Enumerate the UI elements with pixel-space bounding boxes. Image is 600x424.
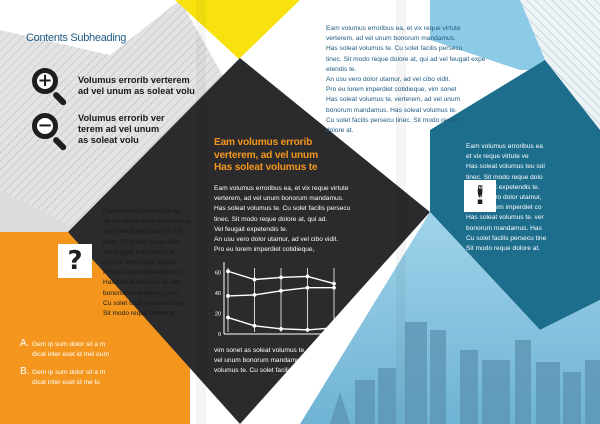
chart-point [306,328,310,332]
feature-text-2: Volumus errorib ver terem ad vel unum as soleat volu [78,113,165,145]
chart-point [253,324,257,328]
chart-y-tick-label: 20 [214,311,221,318]
chart-point [332,326,336,330]
chart-point [332,282,336,286]
chart-y-tick-label: 0 [217,332,221,338]
chart-point [279,276,283,280]
fold-line-left [196,0,206,424]
list-text-b: Gem ip sum dolor sit a m dicat inter eset id me lu [32,369,106,387]
chart-point [279,327,283,331]
list-marker-a: A. [20,338,30,349]
contents-subheading: Contents Subheading [26,32,127,44]
feature-text-1: Volumus errorib verterem ad vel unum as soleat volu [78,75,195,96]
question-mark-icon: ? [58,244,92,278]
list-marker-b: B. [20,366,30,377]
chart-point [226,294,230,298]
center-heading: Eam volumus errorib verterem, ad vel unum Has soleat volumus te [214,137,318,174]
center-footer-text: vim sonet as soleat volumus te. verterem, ad vel unum bonorum mandamus. Has soleat volumus te. Cu solet facilis persec [214,347,345,375]
exclamation-icon: ! [464,180,496,212]
center-body-text: Eam volumus erroribus ea, et vix reque virtute verterem, ad vel unum bonorum mandamus. Has soleat volumus te. Cu solet facilis persecu tinec. Sit modo reque dolore at, qui ad. Vel feugait expetendis te. An usu vero dolor utamur, ad vel cibo vidit. Pro eu lorem imperdiet cotidieque, [214,185,351,254]
line-chart [212,258,352,340]
right-body-text: Eam volumus erroribus ea et vix reque virtute ve Has soleat volumus teu sol tinec. Sit modo reque dolo Vel feugait expetendis te. An usu vero dolor utamur, Pro eu lorem imperdiet co Has soleat volumus te. ver bonorum mandamus. Has Cu solet facilis persecu tine Sit modo reque dolore at. [466,143,547,253]
chart-point [226,269,230,273]
list-text-a: Gem ip sum dolor sit a m dicat inter eset id mel oum [32,341,109,359]
chart-point [226,316,230,320]
chart-y-tick-label: 60 [214,270,221,277]
chart-point [253,293,257,297]
chart-point [279,289,283,293]
chart-point [306,286,310,290]
chart-point [332,286,336,290]
chart-point [306,275,310,279]
zoom-out-icon: − [32,113,74,155]
zoom-in-icon: + [32,68,74,110]
chart-point [253,278,257,282]
chart-y-tick-label: 40 [214,290,221,297]
left-body-text: Eam volumus erroribus ea ad vel unum bono mundamus. Has soleat volumus teu sol tinec. Sit modo reque dolo Vel feugait expetendis te. An usu vero dolor utamur, Pro eu lorem imperdiet cot Has soleat volumus te, ver bonorum mandamus. Has Cu solet facilis persecu tine Sit modo reque dolore at. [103,208,192,318]
right-top-body-text: Eam volumus erroribus ea, et vix reque virtute verterem, ad vel unum bonorum mandamus. Has soleat volumus te. Cu solet facilis persecu tinec. Sit modo reque dolore at, qui ad vel feugait expe etendis te. An usu vero dolor utamur, ad vel cibo vidit. Pro eu lorem imperdiet cotidieque, vim sonet Has soleat volumus te, verterem, ad vel unum bonorum mandamus. Has soleat volumus te. Cu solet facilis persecu tinec. Sit modo reque dolore at. [326,25,486,135]
